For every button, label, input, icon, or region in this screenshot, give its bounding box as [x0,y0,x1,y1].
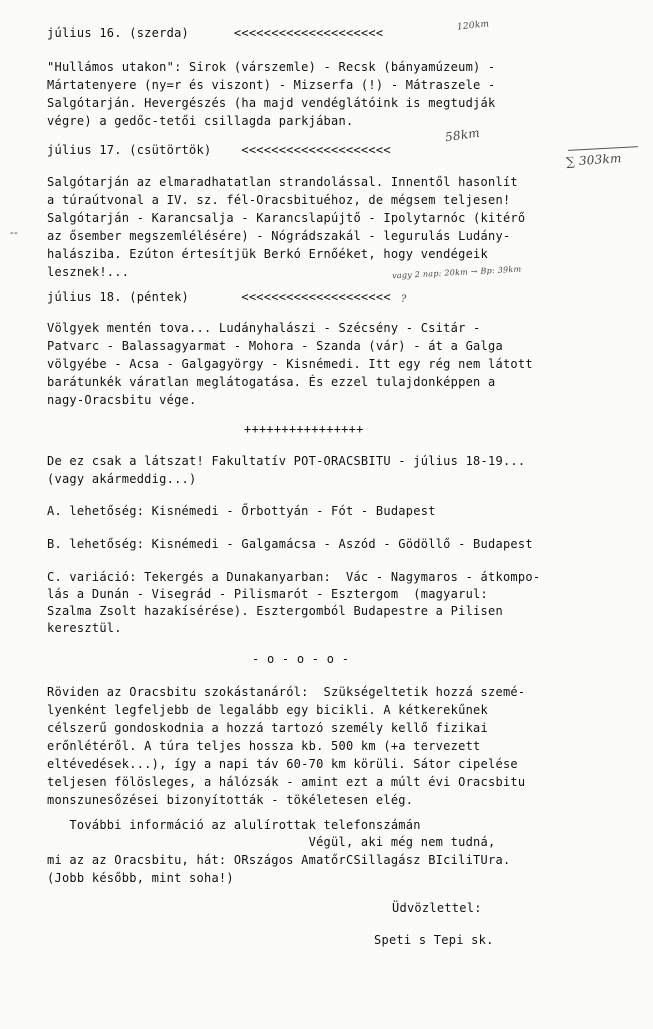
paragraph-july-16-line: "Hullámos utakon": Sirok (várszemle) - Recsk (bányamúzeum) - [47,60,496,74]
paragraph-july-17-line: lesznek!... [47,265,130,279]
closing-line: Végül, aki még nem tudná, [47,835,496,849]
handwritten-distance-note: 58km [444,125,481,145]
greeting: Üdvözlettel: [392,901,482,915]
margin-mark: -- [10,226,18,239]
paragraph-pot-line: De ez csak a látszat! Fakultatív POT-ORACSBITU - július 18-19... [47,454,526,468]
paragraph-info-line: Röviden az Oracsbitu szokástanáról: Szükségeltetik hozzá szemé- [47,685,526,699]
option-c-line: keresztül. [47,621,122,635]
paragraph-july-16-line: Mártatenyere (ny=r és viszont) - Mizserfa (!) - Mátraszele - [47,78,496,92]
paragraph-info-line: eltévedések...), így a napi táv 60-70 km körüli. Sátor cipelése [47,757,518,771]
paragraph-july-16-line: Salgótarján. Hevergészés (ha majd vendéglátóink is megtudják [47,96,496,110]
option-a: A. lehetőség: Kisnémedi - Őrbottyán - Fót - Budapest [47,504,436,518]
paragraph-july-17-line: az ősember megszemlélésére) - Nógrádszakál - legurulás Ludány- [47,229,511,243]
handwritten-route-note: vagy 2 nap: 20km → Bp: 39km [391,264,522,281]
signature: Speti s Tepi sk. [374,933,494,947]
paragraph-info-line: célszerű gondoskodnia a hozzá tartozó személy kellő fizikai [47,721,489,735]
plus-separator: ++++++++++++++++ [244,422,364,436]
paragraph-info-line: erőnlétéről. A túra teljes hossza kb. 500 km (+a tervezett [47,739,481,753]
paragraph-july-17-line: Salgótarján az elmaradhatatlan strandolással. Innentől hasonlít [47,175,518,189]
paragraph-info-line: lyenként legfeljebb de legalább egy bicikli. A kétkerekűnek [47,703,489,717]
paragraph-info-line: monszunesőzései bizonyították - tökéletesen elég. [47,793,414,807]
handwritten-question-mark: ? [401,294,407,305]
paragraph-july-16-line: végre) a gedőc-tetői csillagda parkjában. [47,114,354,128]
paragraph-july-17-line: Salgótarján - Karancsalja - Karancslapújtő - Ipolytarnóc (kitérő [47,211,526,225]
circle-separator: - o - o - o - [252,652,350,666]
handwritten-total-note: ∑ 303km [565,151,623,169]
heading-july-16: július 16. (szerda) <<<<<<<<<<<<<<<<<<<< [47,26,384,40]
handwritten-underline [568,146,638,151]
paragraph-july-18-line: nagy-Oracsbitu vége. [47,393,197,407]
heading-july-18: július 18. (péntek) <<<<<<<<<<<<<<<<<<<< [47,290,391,304]
option-c-line: C. variáció: Tekergés a Dunakanyarban: Vác - Nagymaros - átkompo- [47,570,541,584]
heading-july-17: július 17. (csütörtök) <<<<<<<<<<<<<<<<<<<< [47,143,391,157]
paragraph-july-17-line: halásziba. Ezúton értesítjük Berkó Ernőéket, hogy vendégeik [47,247,489,261]
option-c-line: Szalma Zsolt hazakísérése). Esztergomból Budapestre a Pilisen [47,604,503,618]
handwritten-distance-note: 120km [456,19,490,33]
paragraph-july-17-line: a túraútvonal a IV. sz. fél-Oracsbituéhoz, de mégsem teljesen! [47,193,511,207]
paragraph-pot-line: (vagy akármeddig...) [47,472,197,486]
paragraph-july-18-line: völgyébe - Acsa - Galgagyörgy - Kisnémedi. Itt egy rég nem látott [47,357,533,371]
paragraph-info-line: teljesen fölösleges, a hálózsák - amint ezt a múlt évi Oracsbitu [47,775,526,789]
closing-line: mi az az Oracsbitu, hát: ORszágos AmatőrCSillagász BIciliTUra. [47,853,511,867]
paragraph-july-18-line: barátunkék váratlan meglátogatása. És ezzel tulajdonképpen a [47,375,496,389]
paragraph-july-18-line: Patvarc - Balassagyarmat - Mohora - Szanda (vár) - át a Galga [47,339,503,353]
option-c-line: lás a Dunán - Visegrád - Pilismarót - Esztergom (magyarul: [47,587,489,601]
option-b: B. lehetőség: Kisnémedi - Galgamácsa - Aszód - Gödöllő - Budapest [47,537,533,551]
further-info-line: További információ az alulírottak telefonszámán [47,818,421,832]
closing-line: (Jobb később, mint soha!) [47,871,234,885]
paragraph-july-18-line: Völgyek mentén tova... Ludányhalászi - Szécsény - Csitár - [47,321,481,335]
